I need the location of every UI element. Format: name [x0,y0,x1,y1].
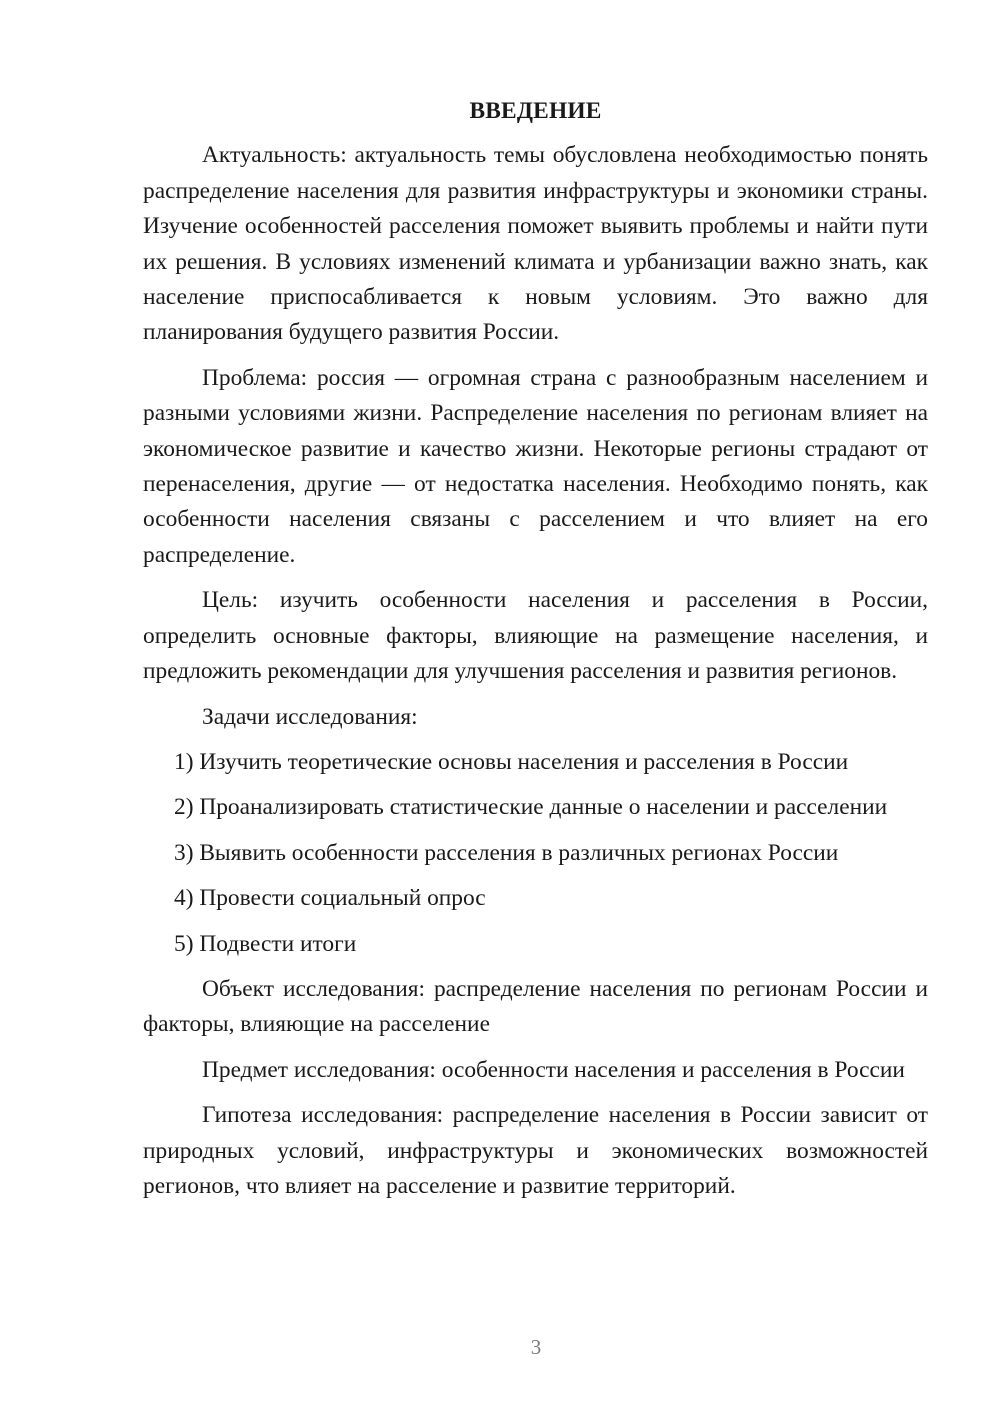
paragraph-subject: Предмет исследования: особенности населения и расселения в России [202,1056,905,1083]
page-body [143,94,928,1214]
task-item-5: 5) Подвести итоги [174,930,357,957]
task-item-1: 1) Изучить теоретические основы населения и расселения в России [174,748,849,775]
paragraph-goal: Цель: изучить особенности населения и расселения в России, определить основные факторы, влияющие на размещение населения, и предложить рекомендации для улучшения расселения и развития регионов. [143,587,928,685]
paragraph-problem: Проблема: россия — огромная страна с разнообразным населением и разными условиями жизни. Распределение населения по регионам влияет на экономическое развитие и качество жизни. Некоторые регионы страдают от перенаселения, другие — от недостатка населения. Необходимо понять, как особенности населения связаны с расселением и что влияет на его распределение. [143,364,928,568]
task-item-4: 4) Провести социальный опрос [174,885,486,912]
task-item-2: 2) Проанализировать статистические данные о населении и расселении [174,794,888,821]
paragraph-relevance: Актуальность: актуальность темы обусловлена необходимостью понять распределение населения для развития инфраструктуры и экономики страны. Изучение особенностей расселения поможет выявить проблемы и найти пути их решения. В условиях изменений климата и урбанизации важно знать, как население приспосабливается к новым условиям. Это важно для планирования будущего развития России. [143,142,928,346]
page-number: 3 [530,1335,542,1359]
section-heading: ВВЕДЕНИЕ [469,98,602,124]
paragraph-hypothesis: Гипотеза исследования: распределение населения в России зависит от природных условий, инфраструктуры и экономических возможностей регионов, что влияет на расселение и развитие территорий. [143,1102,928,1199]
paragraph-object: Объект исследования: распределение населения по регионам России и факторы, влияющие на расселение [143,975,928,1038]
paragraph-tasks-intro: Задачи исследования: [202,703,418,730]
task-item-3: 3) Выявить особенности расселения в различных регионах России [174,839,839,866]
